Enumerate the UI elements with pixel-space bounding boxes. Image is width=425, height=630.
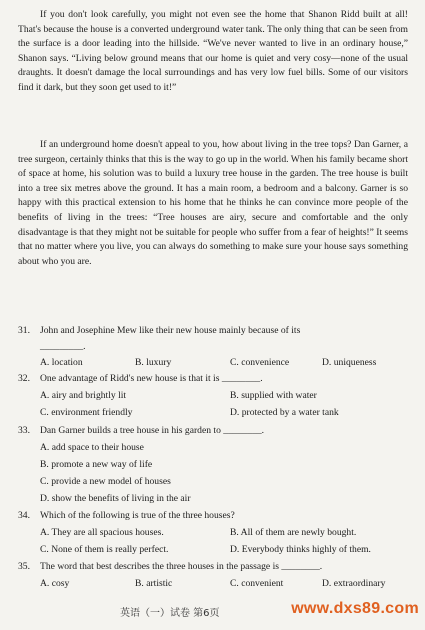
option-b[interactable]: B. promote a new way of life — [40, 459, 153, 470]
option-a[interactable]: A. airy and brightly lit — [40, 390, 127, 401]
option-c[interactable]: C. environment friendly — [40, 407, 133, 418]
question-31 — [18, 324, 413, 338]
option-a[interactable]: A. add space to their house — [40, 442, 144, 453]
option-a[interactable]: A. They are all spacious houses. — [40, 527, 164, 538]
option-b[interactable]: B. supplied with water — [230, 390, 317, 401]
question-35 — [18, 560, 413, 574]
question-stem: The word that best describes the three houses in the passage is ________. — [40, 561, 323, 572]
question-34 — [18, 509, 413, 523]
question-stem: Dan Garner builds a tree house in his garden to ________. — [40, 425, 265, 436]
passage-text: If you don't look carefully, you might not even see the home that Shanon Ridd built at all! That's because the house is a converted underground water tank. The only thing that can be seen from the surface is a door leading into the hillside. “We've never wanted to live in an ordinary house,” Shanon says. “Living below ground means that our home is quiet and very cosy—none of the usual draughts. It doesn't damage the local surroundings and has very low fuel bills. Some of our visitors find it dark, but they soon get used to it!” — [18, 9, 408, 93]
passage-paragraph-2 — [18, 138, 408, 269]
question-number: 33. — [18, 425, 30, 436]
passage-paragraph-1 — [18, 8, 408, 96]
option-a[interactable]: A. location — [40, 357, 83, 368]
option-d[interactable]: D. extraordinary — [322, 578, 386, 589]
option-d[interactable]: D. protected by a water tank — [230, 407, 339, 418]
question-number: 31. — [18, 325, 30, 336]
answer-blank: _________. — [40, 341, 86, 352]
option-b[interactable]: B. artistic — [135, 578, 173, 589]
option-b[interactable]: B. luxury — [135, 357, 172, 368]
question-stem: John and Josephine Mew like their new house mainly because of its — [40, 325, 301, 336]
option-a[interactable]: A. cosy — [40, 578, 70, 589]
option-c[interactable]: C. None of them is really perfect. — [40, 544, 169, 555]
option-d[interactable]: D. show the benefits of living in the air — [40, 493, 191, 504]
option-c[interactable]: C. provide a new model of houses — [40, 476, 171, 487]
option-c[interactable]: C. convenient — [230, 578, 284, 589]
option-c[interactable]: C. convenience — [230, 357, 290, 368]
option-d[interactable]: D. Everybody thinks highly of them. — [230, 544, 371, 555]
page-footer: 英语（一）试卷 第6页 — [120, 608, 220, 619]
question-number: 32. — [18, 373, 30, 384]
question-32 — [18, 372, 413, 386]
site-watermark: www.dxs89.com — [291, 600, 419, 617]
question-number: 34. — [18, 510, 30, 521]
question-stem: Which of the following is true of the three houses? — [40, 510, 235, 521]
question-33 — [18, 424, 413, 438]
option-d[interactable]: D. uniqueness — [322, 357, 377, 368]
passage-text: If an underground home doesn't appeal to you, how about living in the tree tops? Dan Garner, a tree surgeon, certainly thinks that this is the way to go up in the world. When his family became short of space at home, his solution was to build a luxury tree house in the garden. The tree house is built into a tree six metres above the ground. It has a main room, a bedroom and a balcony. Garner is so happy with this practical extension to his home that he thinks he can convince more people of the benefits of living in the trees: “Tree houses are airy, secure and comfortable and the only disadvantage is that they might not be suitable for people who suffer from a fear of heights!” It seems that no matter where you live, you can always do something to make sure your house says something about who you are. — [18, 139, 408, 267]
question-number: 35. — [18, 561, 30, 572]
option-b[interactable]: B. All of them are newly bought. — [230, 527, 357, 538]
question-stem: One advantage of Ridd's new house is that it is ________. — [40, 373, 263, 384]
